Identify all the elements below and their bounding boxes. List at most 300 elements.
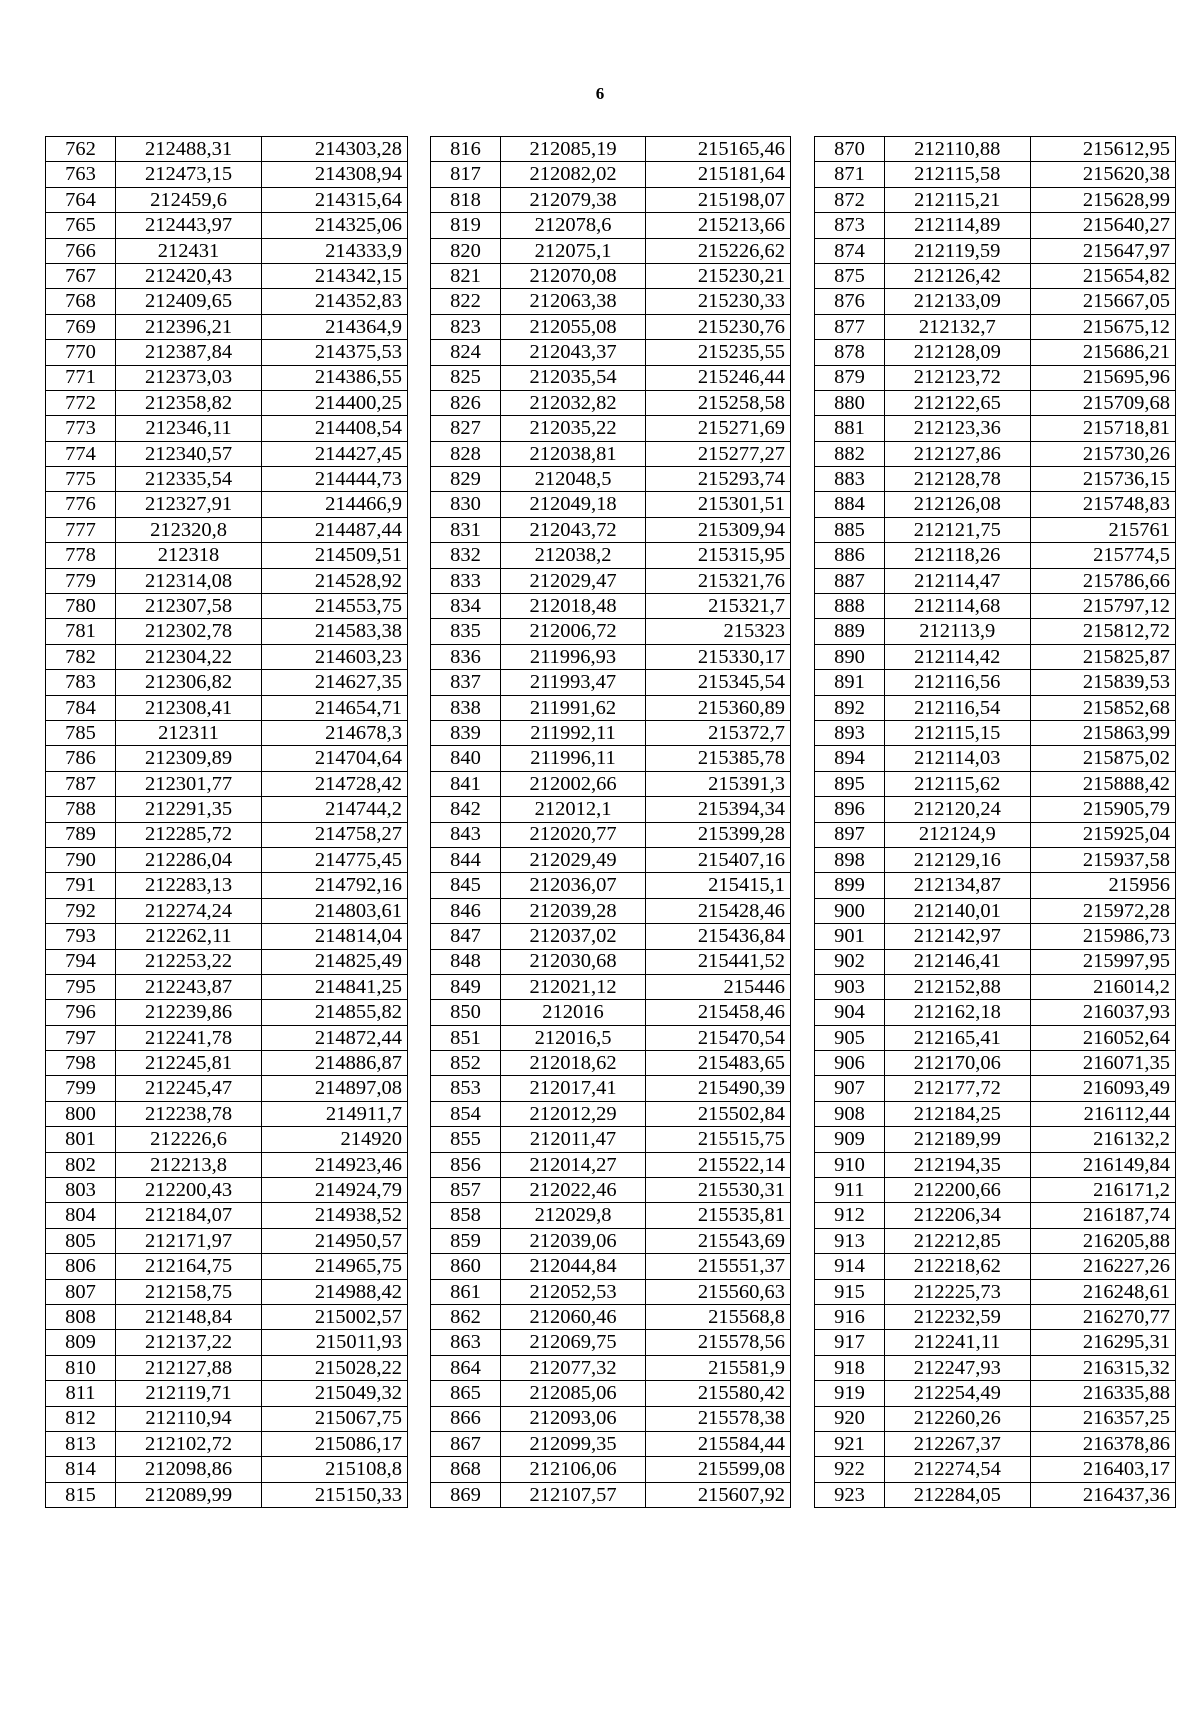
y-coordinate-cell: 215709,68 <box>1030 390 1176 415</box>
x-coordinate-cell: 212335,54 <box>116 467 262 492</box>
x-coordinate-cell: 212002,66 <box>501 771 646 796</box>
point-number-cell: 818 <box>431 187 501 212</box>
x-coordinate-cell: 212212,85 <box>885 1228 1031 1253</box>
point-number-cell: 898 <box>815 847 885 872</box>
point-number-cell: 853 <box>431 1076 501 1101</box>
x-coordinate-cell: 211996,11 <box>501 746 646 771</box>
x-coordinate-cell: 212253,22 <box>116 949 262 974</box>
x-coordinate-cell: 212283,13 <box>116 873 262 898</box>
point-number-cell: 900 <box>815 898 885 923</box>
table-row <box>46 187 408 212</box>
y-coordinate-cell: 216171,2 <box>1030 1178 1176 1203</box>
table-row <box>46 695 408 720</box>
table-row <box>46 1330 408 1355</box>
table-row <box>431 1152 791 1177</box>
x-coordinate-cell: 212243,87 <box>116 974 262 999</box>
point-number-cell: 801 <box>46 1127 116 1152</box>
table-row <box>46 644 408 669</box>
table-row <box>46 797 408 822</box>
y-coordinate-cell: 215321,7 <box>646 594 791 619</box>
point-number-cell: 862 <box>431 1304 501 1329</box>
y-coordinate-cell: 215797,12 <box>1030 594 1176 619</box>
point-number-cell: 778 <box>46 543 116 568</box>
table-row <box>815 1457 1176 1482</box>
point-number-cell: 906 <box>815 1051 885 1076</box>
table-row <box>431 1051 791 1076</box>
y-coordinate-cell: 215530,31 <box>646 1178 791 1203</box>
table-row <box>815 1076 1176 1101</box>
table-row <box>431 492 791 517</box>
point-number-cell: 870 <box>815 137 885 162</box>
table-row <box>46 1051 408 1076</box>
table-row <box>815 467 1176 492</box>
point-number-cell: 849 <box>431 974 501 999</box>
x-coordinate-cell: 212085,19 <box>501 137 646 162</box>
table-row <box>431 695 791 720</box>
point-number-cell: 851 <box>431 1025 501 1050</box>
y-coordinate-cell: 215399,28 <box>646 822 791 847</box>
y-coordinate-cell: 215888,42 <box>1030 771 1176 796</box>
point-number-cell: 762 <box>46 137 116 162</box>
table-row <box>46 873 408 898</box>
table-row <box>431 898 791 923</box>
y-coordinate-cell: 215483,65 <box>646 1051 791 1076</box>
table-row <box>815 1431 1176 1456</box>
y-coordinate-cell: 216112,44 <box>1030 1101 1176 1126</box>
table-row <box>815 340 1176 365</box>
x-coordinate-cell: 212115,21 <box>885 187 1031 212</box>
x-coordinate-cell: 212116,56 <box>885 670 1031 695</box>
x-coordinate-cell: 212114,03 <box>885 746 1031 771</box>
y-coordinate-cell: 215150,33 <box>262 1482 408 1507</box>
y-coordinate-cell: 216403,17 <box>1030 1457 1176 1482</box>
y-coordinate-cell: 215863,99 <box>1030 720 1176 745</box>
y-coordinate-cell: 214444,73 <box>262 467 408 492</box>
y-coordinate-cell: 214315,64 <box>262 187 408 212</box>
x-coordinate-cell: 212373,03 <box>116 365 262 390</box>
point-number-cell: 792 <box>46 898 116 923</box>
table-row <box>431 771 791 796</box>
table-row <box>46 974 408 999</box>
x-coordinate-cell: 212171,97 <box>116 1228 262 1253</box>
x-coordinate-cell: 212358,82 <box>116 390 262 415</box>
point-number-cell: 765 <box>46 213 116 238</box>
table-row <box>46 568 408 593</box>
table-row <box>431 314 791 339</box>
point-number-cell: 894 <box>815 746 885 771</box>
y-coordinate-cell: 214342,15 <box>262 263 408 288</box>
y-coordinate-cell: 215560,63 <box>646 1279 791 1304</box>
point-number-cell: 920 <box>815 1406 885 1431</box>
table-row <box>431 1000 791 1025</box>
x-coordinate-cell: 212226,6 <box>116 1127 262 1152</box>
table-row <box>815 1101 1176 1126</box>
point-number-cell: 812 <box>46 1406 116 1431</box>
x-coordinate-cell: 212119,59 <box>885 238 1031 263</box>
point-number-cell: 872 <box>815 187 885 212</box>
x-coordinate-cell: 212189,99 <box>885 1127 1031 1152</box>
point-number-cell: 877 <box>815 314 885 339</box>
x-coordinate-cell: 212098,86 <box>116 1457 262 1482</box>
y-coordinate-cell: 215309,94 <box>646 517 791 542</box>
table-row <box>46 263 408 288</box>
y-coordinate-cell: 216315,32 <box>1030 1355 1176 1380</box>
x-coordinate-cell: 212200,43 <box>116 1178 262 1203</box>
y-coordinate-cell: 215730,26 <box>1030 441 1176 466</box>
y-coordinate-cell: 216437,36 <box>1030 1482 1176 1507</box>
y-coordinate-cell: 215580,42 <box>646 1381 791 1406</box>
x-coordinate-cell: 212114,68 <box>885 594 1031 619</box>
y-coordinate-cell: 215925,04 <box>1030 822 1176 847</box>
x-coordinate-cell: 212396,21 <box>116 314 262 339</box>
table-row <box>431 441 791 466</box>
y-coordinate-cell: 216132,2 <box>1030 1127 1176 1152</box>
x-coordinate-cell: 212170,06 <box>885 1051 1031 1076</box>
x-coordinate-cell: 212308,41 <box>116 695 262 720</box>
table-row <box>46 619 408 644</box>
point-number-cell: 856 <box>431 1152 501 1177</box>
table-row <box>46 467 408 492</box>
y-coordinate-cell: 215002,57 <box>262 1304 408 1329</box>
point-number-cell: 794 <box>46 949 116 974</box>
point-number-cell: 819 <box>431 213 501 238</box>
table-row <box>815 1228 1176 1253</box>
point-number-cell: 840 <box>431 746 501 771</box>
y-coordinate-cell: 216014,2 <box>1030 974 1176 999</box>
y-coordinate-cell: 215905,79 <box>1030 797 1176 822</box>
table-row <box>46 137 408 162</box>
x-coordinate-cell: 212039,06 <box>501 1228 646 1253</box>
x-coordinate-cell: 212055,08 <box>501 314 646 339</box>
x-coordinate-cell: 212044,84 <box>501 1254 646 1279</box>
y-coordinate-cell: 215654,82 <box>1030 263 1176 288</box>
x-coordinate-cell: 212262,11 <box>116 924 262 949</box>
table-row <box>431 543 791 568</box>
x-coordinate-cell: 212307,58 <box>116 594 262 619</box>
table-row <box>46 416 408 441</box>
point-number-cell: 832 <box>431 543 501 568</box>
point-number-cell: 884 <box>815 492 885 517</box>
y-coordinate-cell: 214386,55 <box>262 365 408 390</box>
x-coordinate-cell: 212124,9 <box>885 822 1031 847</box>
y-coordinate-cell: 214855,82 <box>262 1000 408 1025</box>
point-number-cell: 852 <box>431 1051 501 1076</box>
y-coordinate-cell: 215490,39 <box>646 1076 791 1101</box>
y-coordinate-cell: 214333,9 <box>262 238 408 263</box>
x-coordinate-cell: 212127,88 <box>116 1355 262 1380</box>
point-number-cell: 828 <box>431 441 501 466</box>
x-coordinate-cell: 212069,75 <box>501 1330 646 1355</box>
x-coordinate-cell: 211996,93 <box>501 644 646 669</box>
x-coordinate-cell: 212225,73 <box>885 1279 1031 1304</box>
point-number-cell: 771 <box>46 365 116 390</box>
point-number-cell: 838 <box>431 695 501 720</box>
point-number-cell: 830 <box>431 492 501 517</box>
point-number-cell: 878 <box>815 340 885 365</box>
x-coordinate-cell: 212254,49 <box>885 1381 1031 1406</box>
point-number-cell: 879 <box>815 365 885 390</box>
table-row <box>815 1025 1176 1050</box>
y-coordinate-cell: 216187,74 <box>1030 1203 1176 1228</box>
table-row <box>46 1101 408 1126</box>
x-coordinate-cell: 212121,75 <box>885 517 1031 542</box>
point-number-cell: 919 <box>815 1381 885 1406</box>
x-coordinate-cell: 212052,53 <box>501 1279 646 1304</box>
y-coordinate-cell: 216248,61 <box>1030 1279 1176 1304</box>
y-coordinate-cell: 215599,08 <box>646 1457 791 1482</box>
point-number-cell: 910 <box>815 1152 885 1177</box>
point-number-cell: 845 <box>431 873 501 898</box>
point-number-cell: 869 <box>431 1482 501 1507</box>
point-number-cell: 782 <box>46 644 116 669</box>
table-row <box>46 720 408 745</box>
point-number-cell: 882 <box>815 441 885 466</box>
table-row <box>46 1076 408 1101</box>
point-number-cell: 824 <box>431 340 501 365</box>
x-coordinate-cell: 212048,5 <box>501 467 646 492</box>
y-coordinate-cell: 215011,93 <box>262 1330 408 1355</box>
point-number-cell: 865 <box>431 1381 501 1406</box>
point-number-cell: 854 <box>431 1101 501 1126</box>
x-coordinate-cell: 212126,42 <box>885 263 1031 288</box>
y-coordinate-cell: 215271,69 <box>646 416 791 441</box>
x-coordinate-cell: 212029,47 <box>501 568 646 593</box>
table-row <box>431 1355 791 1380</box>
point-number-cell: 815 <box>46 1482 116 1507</box>
y-coordinate-cell: 215640,27 <box>1030 213 1176 238</box>
y-coordinate-cell: 215972,28 <box>1030 898 1176 923</box>
y-coordinate-cell: 216037,93 <box>1030 1000 1176 1025</box>
table-row <box>46 1127 408 1152</box>
point-number-cell: 789 <box>46 822 116 847</box>
x-coordinate-cell: 211991,62 <box>501 695 646 720</box>
table-row <box>815 1178 1176 1203</box>
coordinate-table-3 <box>814 136 1176 1508</box>
point-number-cell: 918 <box>815 1355 885 1380</box>
y-coordinate-cell: 215956 <box>1030 873 1176 898</box>
y-coordinate-cell: 215436,84 <box>646 924 791 949</box>
y-coordinate-cell: 214886,87 <box>262 1051 408 1076</box>
x-coordinate-cell: 212099,35 <box>501 1431 646 1456</box>
table-row <box>46 1152 408 1177</box>
point-number-cell: 806 <box>46 1254 116 1279</box>
point-number-cell: 829 <box>431 467 501 492</box>
point-number-cell: 860 <box>431 1254 501 1279</box>
table-row <box>46 1304 408 1329</box>
point-number-cell: 766 <box>46 238 116 263</box>
table-row <box>46 1406 408 1431</box>
y-coordinate-cell: 215458,46 <box>646 1000 791 1025</box>
point-number-cell: 871 <box>815 162 885 187</box>
y-coordinate-cell: 216295,31 <box>1030 1330 1176 1355</box>
y-coordinate-cell: 214775,45 <box>262 847 408 872</box>
table-row <box>46 441 408 466</box>
y-coordinate-cell: 215581,9 <box>646 1355 791 1380</box>
table-row <box>46 1203 408 1228</box>
y-coordinate-cell: 216205,88 <box>1030 1228 1176 1253</box>
y-coordinate-cell: 216335,88 <box>1030 1381 1176 1406</box>
point-number-cell: 784 <box>46 695 116 720</box>
x-coordinate-cell: 212123,36 <box>885 416 1031 441</box>
x-coordinate-cell: 212304,22 <box>116 644 262 669</box>
x-coordinate-cell: 212200,66 <box>885 1178 1031 1203</box>
x-coordinate-cell: 212116,54 <box>885 695 1031 720</box>
y-coordinate-cell: 215385,78 <box>646 746 791 771</box>
x-coordinate-cell: 212132,7 <box>885 314 1031 339</box>
point-number-cell: 773 <box>46 416 116 441</box>
y-coordinate-cell: 215441,52 <box>646 949 791 974</box>
y-coordinate-cell: 215543,69 <box>646 1228 791 1253</box>
y-coordinate-cell: 215502,84 <box>646 1101 791 1126</box>
y-coordinate-cell: 214911,7 <box>262 1101 408 1126</box>
table-row <box>815 1355 1176 1380</box>
x-coordinate-cell: 212164,75 <box>116 1254 262 1279</box>
x-coordinate-cell: 212123,72 <box>885 365 1031 390</box>
y-coordinate-cell: 214744,2 <box>262 797 408 822</box>
x-coordinate-cell: 212107,57 <box>501 1482 646 1507</box>
point-number-cell: 768 <box>46 289 116 314</box>
y-coordinate-cell: 216093,49 <box>1030 1076 1176 1101</box>
x-coordinate-cell: 212113,9 <box>885 619 1031 644</box>
x-coordinate-cell: 212102,72 <box>116 1431 262 1456</box>
y-coordinate-cell: 214758,27 <box>262 822 408 847</box>
table-row <box>46 1457 408 1482</box>
y-coordinate-cell: 215986,73 <box>1030 924 1176 949</box>
point-number-cell: 769 <box>46 314 116 339</box>
x-coordinate-cell: 212115,58 <box>885 162 1031 187</box>
y-coordinate-cell: 214920 <box>262 1127 408 1152</box>
table-row <box>815 619 1176 644</box>
point-number-cell: 893 <box>815 720 885 745</box>
point-number-cell: 804 <box>46 1203 116 1228</box>
table-row <box>46 822 408 847</box>
x-coordinate-cell: 212302,78 <box>116 619 262 644</box>
point-number-cell: 891 <box>815 670 885 695</box>
x-coordinate-cell: 212120,24 <box>885 797 1031 822</box>
x-coordinate-cell: 212213,8 <box>116 1152 262 1177</box>
point-number-cell: 841 <box>431 771 501 796</box>
y-coordinate-cell: 214352,83 <box>262 289 408 314</box>
table-row <box>46 1482 408 1507</box>
y-coordinate-cell: 215551,37 <box>646 1254 791 1279</box>
y-coordinate-cell: 216071,35 <box>1030 1051 1176 1076</box>
x-coordinate-cell: 212340,57 <box>116 441 262 466</box>
x-coordinate-cell: 212122,65 <box>885 390 1031 415</box>
x-coordinate-cell: 212093,06 <box>501 1406 646 1431</box>
point-number-cell: 767 <box>46 263 116 288</box>
x-coordinate-cell: 212035,54 <box>501 365 646 390</box>
y-coordinate-cell: 215198,07 <box>646 187 791 212</box>
table-row <box>46 1178 408 1203</box>
table-row <box>431 1178 791 1203</box>
y-coordinate-cell: 215628,99 <box>1030 187 1176 212</box>
x-coordinate-cell: 212115,62 <box>885 771 1031 796</box>
x-coordinate-cell: 212082,02 <box>501 162 646 187</box>
x-coordinate-cell: 212030,68 <box>501 949 646 974</box>
point-number-cell: 887 <box>815 568 885 593</box>
table-row <box>431 1457 791 1482</box>
point-number-cell: 776 <box>46 492 116 517</box>
x-coordinate-cell: 212241,11 <box>885 1330 1031 1355</box>
x-coordinate-cell: 212043,72 <box>501 517 646 542</box>
y-coordinate-cell: 215301,51 <box>646 492 791 517</box>
point-number-cell: 905 <box>815 1025 885 1050</box>
y-coordinate-cell: 216149,84 <box>1030 1152 1176 1177</box>
table-row <box>46 365 408 390</box>
point-number-cell: 823 <box>431 314 501 339</box>
point-number-cell: 779 <box>46 568 116 593</box>
point-number-cell: 833 <box>431 568 501 593</box>
x-coordinate-cell: 212320,8 <box>116 517 262 542</box>
point-number-cell: 816 <box>431 137 501 162</box>
table-row <box>46 594 408 619</box>
point-number-cell: 810 <box>46 1355 116 1380</box>
x-coordinate-cell: 212238,78 <box>116 1101 262 1126</box>
point-number-cell: 813 <box>46 1431 116 1456</box>
table-row <box>431 1254 791 1279</box>
x-coordinate-cell: 212018,62 <box>501 1051 646 1076</box>
y-coordinate-cell: 214950,57 <box>262 1228 408 1253</box>
table-row <box>815 898 1176 923</box>
table-row <box>46 517 408 542</box>
point-number-cell: 859 <box>431 1228 501 1253</box>
table-row <box>431 263 791 288</box>
table-row <box>815 720 1176 745</box>
point-number-cell: 820 <box>431 238 501 263</box>
x-coordinate-cell: 212089,99 <box>116 1482 262 1507</box>
table-row <box>815 822 1176 847</box>
x-coordinate-cell: 212420,43 <box>116 263 262 288</box>
x-coordinate-cell: 212012,29 <box>501 1101 646 1126</box>
x-coordinate-cell: 212018,48 <box>501 594 646 619</box>
y-coordinate-cell: 215330,17 <box>646 644 791 669</box>
point-number-cell: 873 <box>815 213 885 238</box>
point-number-cell: 811 <box>46 1381 116 1406</box>
y-coordinate-cell: 215258,58 <box>646 390 791 415</box>
x-coordinate-cell: 212016 <box>501 1000 646 1025</box>
y-coordinate-cell: 215607,92 <box>646 1482 791 1507</box>
y-coordinate-cell: 214678,3 <box>262 720 408 745</box>
table-row <box>815 213 1176 238</box>
x-coordinate-cell: 212126,08 <box>885 492 1031 517</box>
y-coordinate-cell: 215407,16 <box>646 847 791 872</box>
x-coordinate-cell: 212114,42 <box>885 644 1031 669</box>
x-coordinate-cell: 212029,8 <box>501 1203 646 1228</box>
point-number-cell: 837 <box>431 670 501 695</box>
point-number-cell: 863 <box>431 1330 501 1355</box>
y-coordinate-cell: 215675,12 <box>1030 314 1176 339</box>
point-number-cell: 786 <box>46 746 116 771</box>
point-number-cell: 896 <box>815 797 885 822</box>
table-row <box>815 365 1176 390</box>
x-coordinate-cell: 212245,81 <box>116 1051 262 1076</box>
x-coordinate-cell: 212142,97 <box>885 924 1031 949</box>
table-row <box>46 1000 408 1025</box>
y-coordinate-cell: 215612,95 <box>1030 137 1176 162</box>
table-row <box>431 289 791 314</box>
y-coordinate-cell: 215748,83 <box>1030 492 1176 517</box>
table-row <box>815 1254 1176 1279</box>
table-row <box>815 1203 1176 1228</box>
table-row <box>815 1051 1176 1076</box>
table-row <box>46 670 408 695</box>
point-number-cell: 916 <box>815 1304 885 1329</box>
y-coordinate-cell: 214803,61 <box>262 898 408 923</box>
table-row <box>431 822 791 847</box>
y-coordinate-cell: 215774,5 <box>1030 543 1176 568</box>
table-row <box>815 1279 1176 1304</box>
x-coordinate-cell: 212473,15 <box>116 162 262 187</box>
